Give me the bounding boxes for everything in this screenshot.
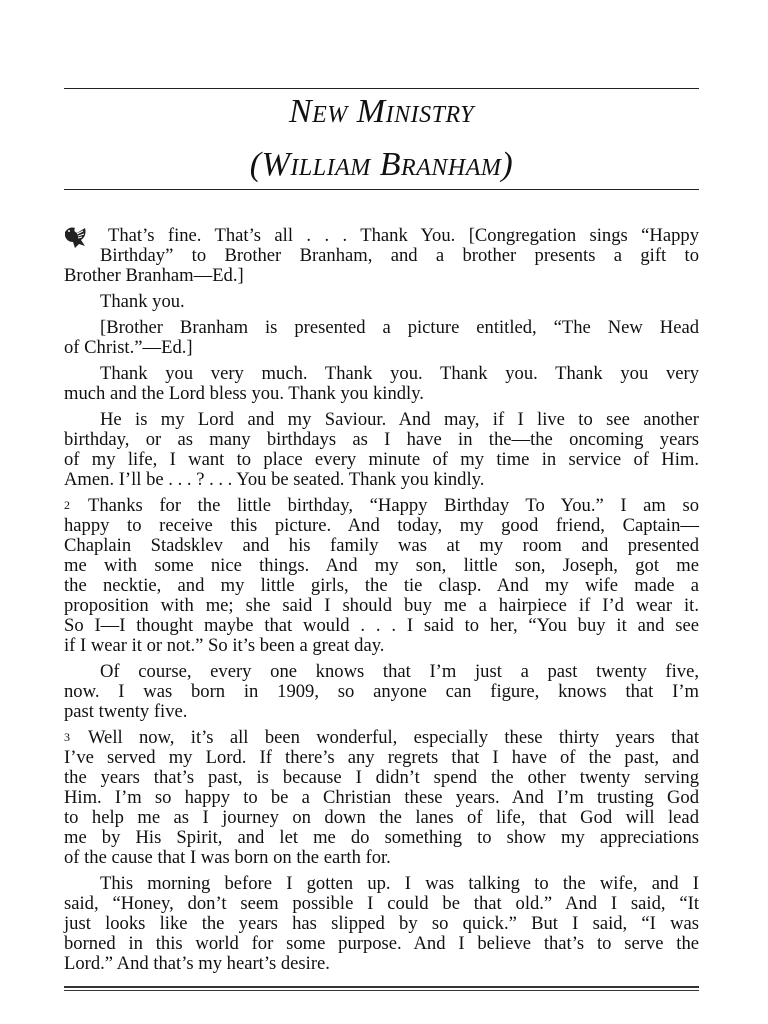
page-subtitle: (William Branham) [249,146,514,183]
text-line: me by His Spirit, and let me do something to show my appreciations [64,827,699,848]
text-line: He is my Lord and my Saviour. And may, if I live to see another [100,409,699,430]
text-line: to help me as I journey on down the lanes of life, that God will lead [64,807,699,828]
paragraph [64,662,699,722]
text-line: said, “Honey, don’t seem possible I could be that old.” And I said, “It [64,893,699,914]
paragraph [64,496,699,656]
text-line: of my life, I want to place every minute of my time in service of Him. [64,449,699,470]
text-line: if I wear it or not.” So it’s been a great day. [64,635,385,656]
text-line: me with some nice things. And my son, little son, Joseph, got me [64,555,699,576]
text-line: Amen. I’ll be . . . ? . . . You be seated. Thank you kindly. [64,469,485,490]
text-line: This morning before I gotten up. I was talking to the wife, and I [100,873,699,894]
paragraph [64,226,699,286]
text-line: borned in this world for some purpose. And I believe that’s to serve the [64,933,699,954]
text-line: So I—I thought maybe that would . . . I said to her, “You buy it and see [64,615,699,636]
text-line: Thank you. [100,291,185,312]
paragraph [64,728,699,868]
footer-double-rule [64,986,699,991]
document-body [64,226,699,980]
text-line: Thanks for the little birthday, “Happy Birthday To You.” I am so [88,495,699,516]
text-line: [Brother Branham is presented a picture entitled, “The New Head [100,317,699,338]
paragraph [64,874,699,974]
text-line: Chaplain Stadsklev and his family was at my room and presented [64,535,699,556]
paragraph-number: 3 [64,730,70,744]
text-line: much and the Lord bless you. Thank you kindly. [64,383,424,404]
text-line: of Christ.”—Ed.] [64,337,193,358]
title-top-rule [64,88,699,89]
text-line: proposition with me; she said I should buy me a hairpiece if I’d wear it. [64,595,699,616]
text-line: That’s fine. That’s all . . . Thank You. [Congregation sings “Happy [108,225,699,246]
text-line: birthday, or as many birthdays as I have in the—the oncoming years [64,429,699,450]
page-title: New Ministry [288,93,475,130]
text-line: I’ve served my Lord. If there’s any regrets that I have of the past, and [64,747,699,768]
paragraph-number: 2 [64,498,70,512]
text-line: of the cause that I was born on the earth for. [64,847,391,868]
text-line: the years that’s past, is because I didn’t spend the other twenty serving [64,767,699,788]
title-bottom-rule [64,189,699,190]
text-line: Thank you very much. Thank you. Thank you. Thank you very [100,363,699,384]
text-line: just looks like the years has slipped by so quick.” But I said, “I was [64,913,699,934]
eagle-emblem-icon [61,224,91,250]
paragraph [64,410,699,490]
text-line: the necktie, and my little girls, the tie clasp. And my wife made a [64,575,699,596]
text-line: now. I was born in 1909, so anyone can figure, knows that I’m [64,681,699,702]
text-line: Brother Branham—Ed.] [64,265,244,286]
paragraph [64,318,699,358]
text-line: Him. I’m so happy to be a Christian these years. And I’m trusting God [64,787,699,808]
text-line: past twenty five. [64,701,188,722]
paragraph [64,292,699,312]
text-line: Of course, every one knows that I’m just a past twenty five, [100,661,699,682]
text-line: Well now, it’s all been wonderful, especially these thirty years that [88,727,699,748]
text-line: happy to receive this picture. And today, my good friend, Captain— [64,515,699,536]
paragraph [64,364,699,404]
text-line: Birthday” to Brother Branham, and a brother presents a gift to [100,245,699,266]
text-line: Lord.” And that’s my heart’s desire. [64,953,330,974]
